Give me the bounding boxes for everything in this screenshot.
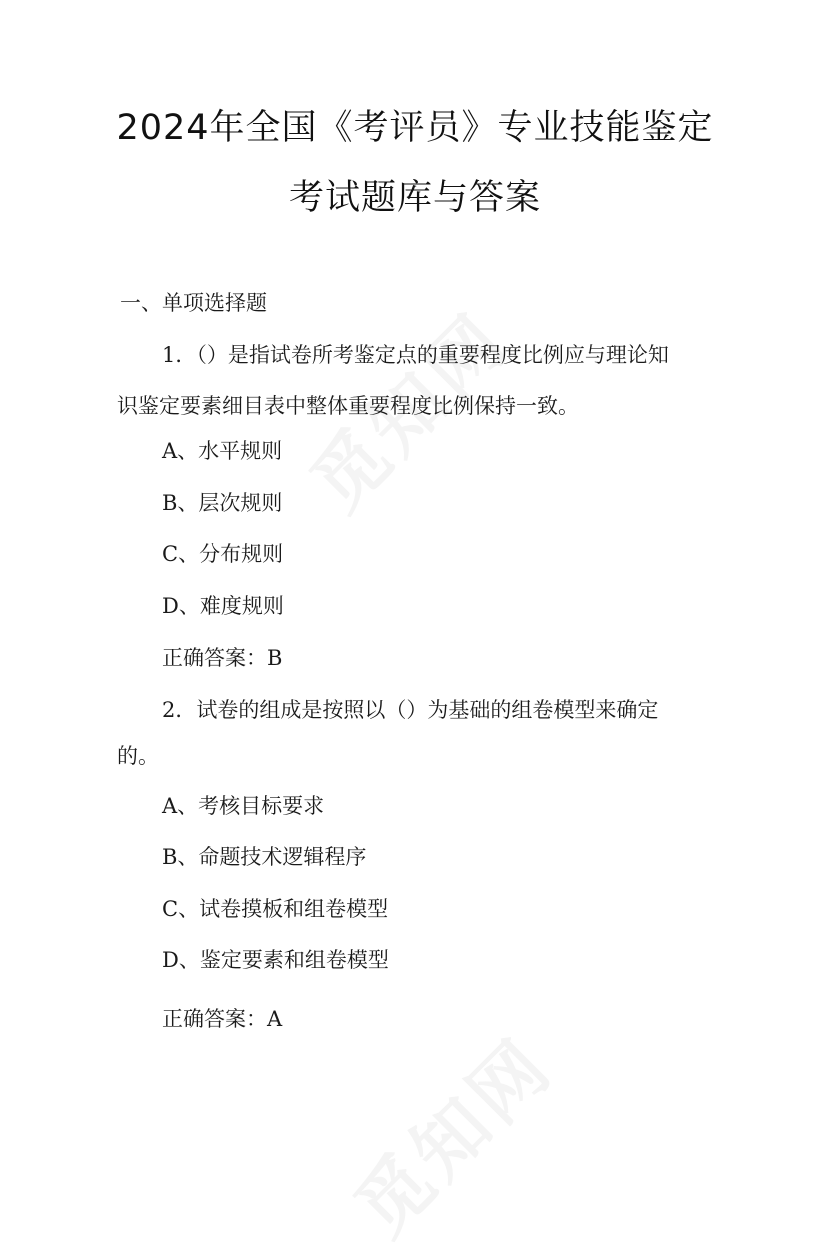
- question-1-answer: 正确答案：B: [162, 646, 283, 670]
- question-2-answer: 正确答案：A: [162, 1007, 283, 1031]
- question-2-stem-line-1: 2．试卷的组成是按照以（）为基础的组卷模型来确定: [162, 698, 659, 722]
- question-1-option-c: C、分布规则: [162, 542, 284, 566]
- question-1-option-a: A、水平规则: [162, 439, 283, 463]
- question-2-stem-line-2: 的。: [117, 744, 159, 768]
- question-2-option-c: C、试卷摸板和组卷模型: [162, 897, 389, 921]
- question-1-stem-line-2: 识鉴定要素细目表中整体重要程度比例保持一致。: [117, 394, 579, 418]
- watermark: [328, 1011, 573, 1255]
- section-heading: 一、单项选择题: [120, 291, 267, 315]
- question-1-option-b: B、层次规则: [162, 491, 283, 515]
- document-title-line-1: 2024年全国《考评员》专业技能鉴定: [116, 108, 714, 148]
- document-title-line-2: 考试题库与答案: [288, 178, 541, 218]
- question-1-option-d: D、难度规则: [162, 594, 284, 618]
- question-2-option-b: B、命题技术逻辑程序: [162, 845, 367, 869]
- question-1-stem-line-1: 1．（）是指试卷所考鉴定点的重要程度比例应与理论知: [162, 343, 669, 367]
- question-2-option-d: D、鉴定要素和组卷模型: [162, 948, 389, 972]
- question-2-option-a: A、考核目标要求: [162, 794, 325, 818]
